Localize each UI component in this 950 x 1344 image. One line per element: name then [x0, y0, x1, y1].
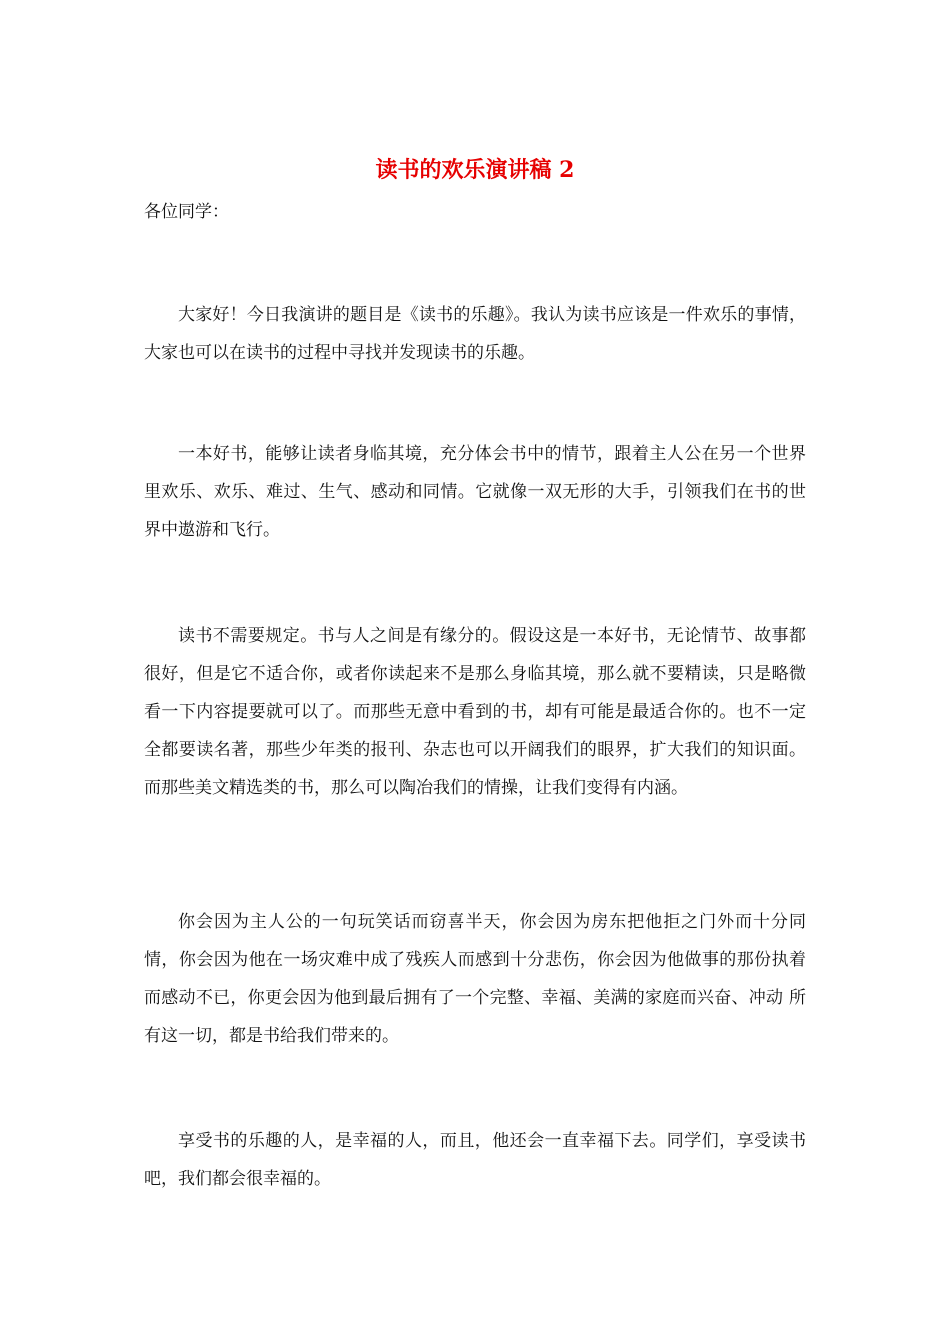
paragraph: 你会因为主人公的一句玩笑话而窃喜半天，你会因为房东把他拒之门外而十分同情，你会因为他在一场灾难中成了残疾人而感到十分悲伤，你会因为他做事的那份执着而感动不已，你更会因为他到最后拥有了一个完整、幸福、美满的家庭而兴奋、冲动 所有这一切，都是书给我们带来的。	[144, 912, 806, 1046]
paragraph: 大家好！今日我演讲的题目是《读书的乐趣》。我认为读书应该是一件欢乐的事情，大家也可以在读书的过程中寻找并发现读书的乐趣。	[144, 305, 806, 363]
paragraph: 享受书的乐趣的人，是幸福的人，而且，他还会一直幸福下去。同学们，享受读书吧，我们都会很幸福的。	[144, 1131, 806, 1189]
greeting-line: 各位同学：	[144, 202, 229, 222]
paragraph: 读书不需要规定。书与人之间是有缘分的。假设这是一本好书，无论情节、故事都很好，但是它不适合你，或者你读起来不是那么身临其境，那么就不要精读，只是略微看一下内容提要就可以了。而那些无意中看到的书，却有可能是最适合你的。也不一定全都要读名著，那些少年类的报刊、杂志也可以开阔我们的眼界，扩大我们的知识面。而那些美文精选类的书，那么可以陶冶我们的情操，让我们变得有内涵。	[144, 626, 806, 798]
paragraph: 一本好书，能够让读者身临其境，充分体会书中的情节，跟着主人公在另一个世界里欢乐、欢乐、难过、生气、感动和同情。它就像一双无形的大手，引领我们在书的世界中遨游和飞行。	[144, 444, 806, 540]
document-title: 读书的欢乐演讲稿 2	[375, 157, 575, 183]
